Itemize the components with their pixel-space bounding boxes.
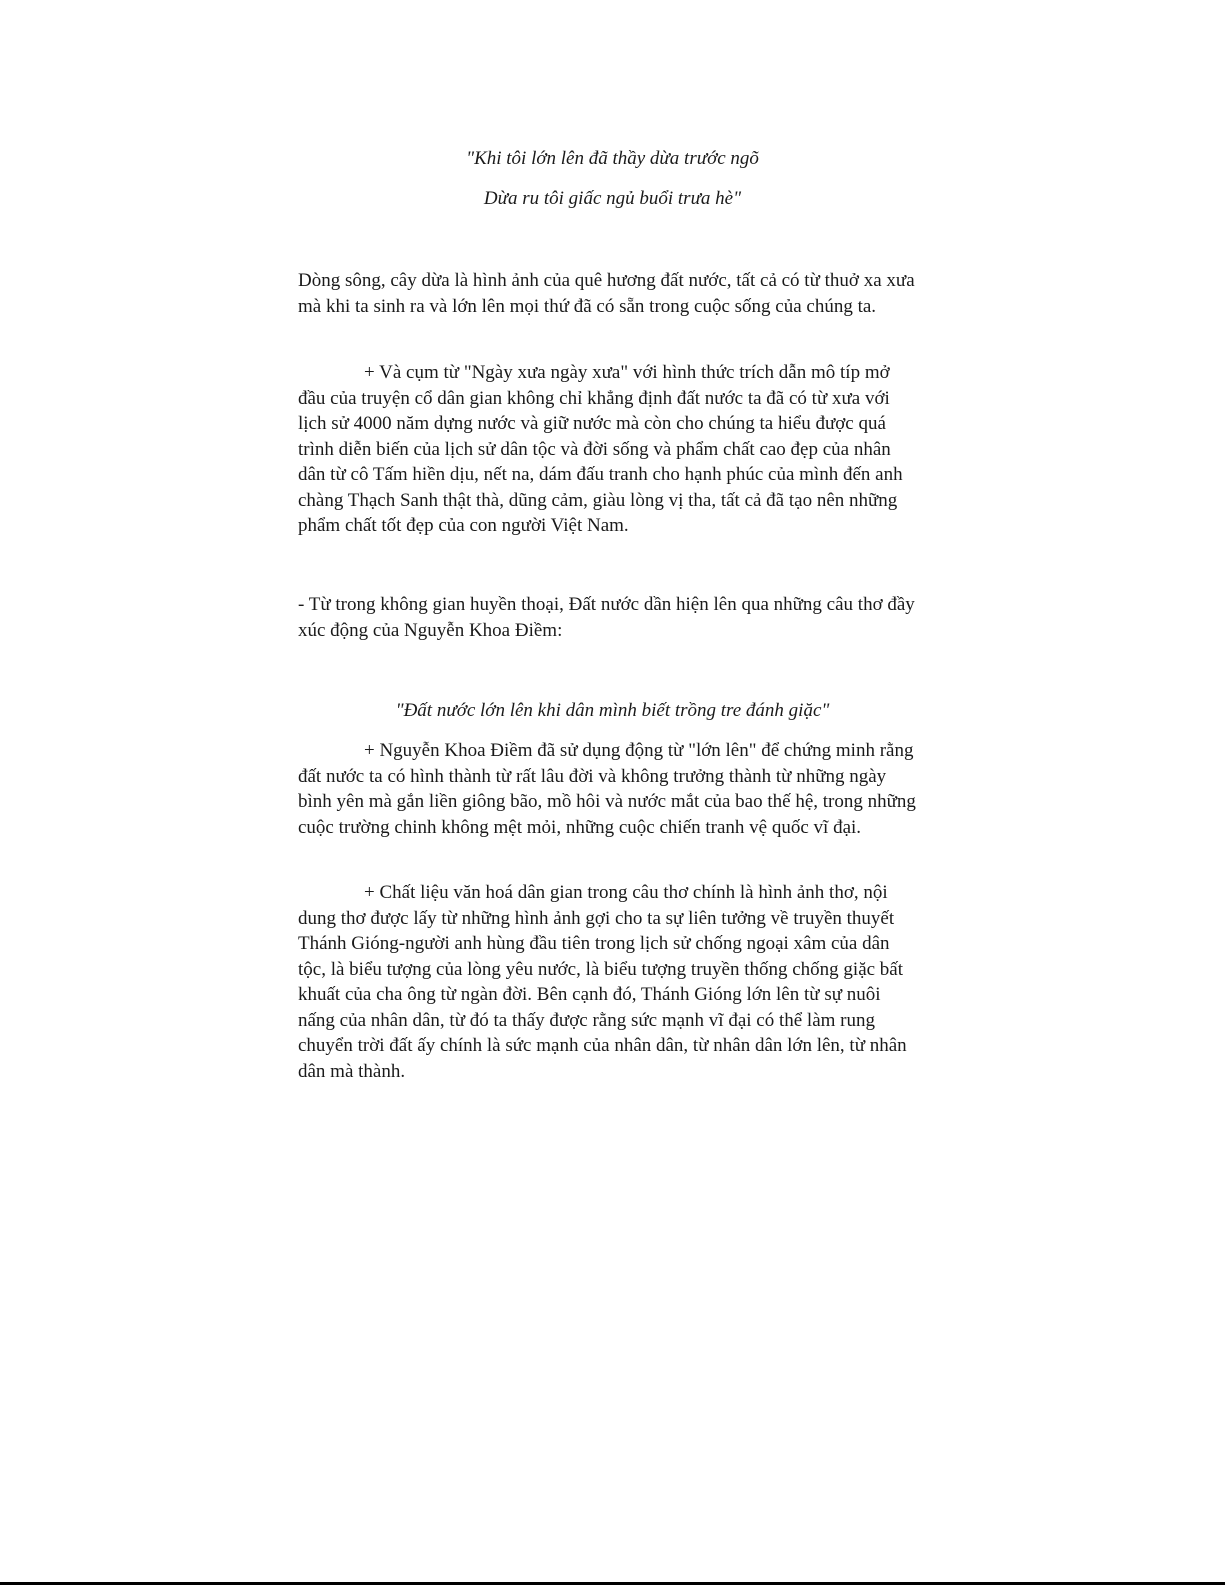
verse-1-line-2: Dừa ru tôi giấc ngủ buổi trưa hè" [483,188,742,209]
paragraph-3: - Từ trong không gian huyền thoại, Đất nước dần hiện lên qua những câu thơ đầy xúc động của Nguyễn Khoa Điềm: [298,594,915,641]
verse-1-line-1: "Khi tôi lớn lên đã thầy dừa trước ngõ [466,148,759,169]
paragraph-5: + Chất liệu văn hoá dân gian trong câu thơ chính là hình ảnh thơ, nội dung thơ được lấy từ những hình ảnh gợi cho ta sự liên tưởng về truyền thuyết Thánh Gióng-người anh hùng đầu tiên trong lịch sử chống ngoại xâm của dân tộc, là biểu tượng của lòng yêu nước, là biểu tượng truyền thống chống giặc bất khuất của cha ông từ ngàn đời. Bên cạnh đó, Thánh Gióng lớn lên từ sự nuôi nấng của nhân dân, từ đó ta thấy được rằng sức mạnh vĩ đại có thể làm rung chuyển trời đất ấy chính là sức mạnh của nhân dân, từ nhân dân lớn lên, từ nhân dân mà thành. [298,882,907,1082]
paragraph-1: Dòng sông, cây dừa là hình ảnh của quê hương đất nước, tất cả có từ thuở xa xưa mà khi ta sinh ra và lớn lên mọi thứ đã có sẵn trong cuộc sống của chúng ta. [298,270,915,317]
paragraph-4: + Nguyễn Khoa Điềm đã sử dụng động từ "lớn lên" để chứng minh rằng đất nước ta có hình thành từ rất lâu đời và không trưởng thành từ những ngày bình yên mà gắn liền giông bão, mồ hôi và nước mắt của bao thế hệ, trong những cuộc trường chinh không mệt mỏi, những cuộc chiến tranh vệ quốc vĩ đại. [298,740,916,838]
paragraph-2: + Và cụm từ "Ngày xưa ngày xưa" với hình thức trích dẫn mô típ mở đầu của truyện cổ dân gian không chỉ khẳng định đất nước ta đã có từ xưa với lịch sử 4000 năm dựng nước và giữ nước mà còn cho chúng ta hiểu được quá trình diễn biến của lịch sử dân tộc và đời sống và phẩm chất cao đẹp của nhân dân từ cô Tấm hiền dịu, nết na, dám đấu tranh cho hạnh phúc của mình đến anh chàng Thạch Sanh thật thà, dũng cảm, giàu lòng vị tha, tất cả đã tạo nên những phẩm chất tốt đẹp của con người Việt Nam. [298,362,903,536]
verse-2-line-1: "Đất nước lớn lên khi dân mình biết trồng tre đánh giặc" [395,700,830,721]
